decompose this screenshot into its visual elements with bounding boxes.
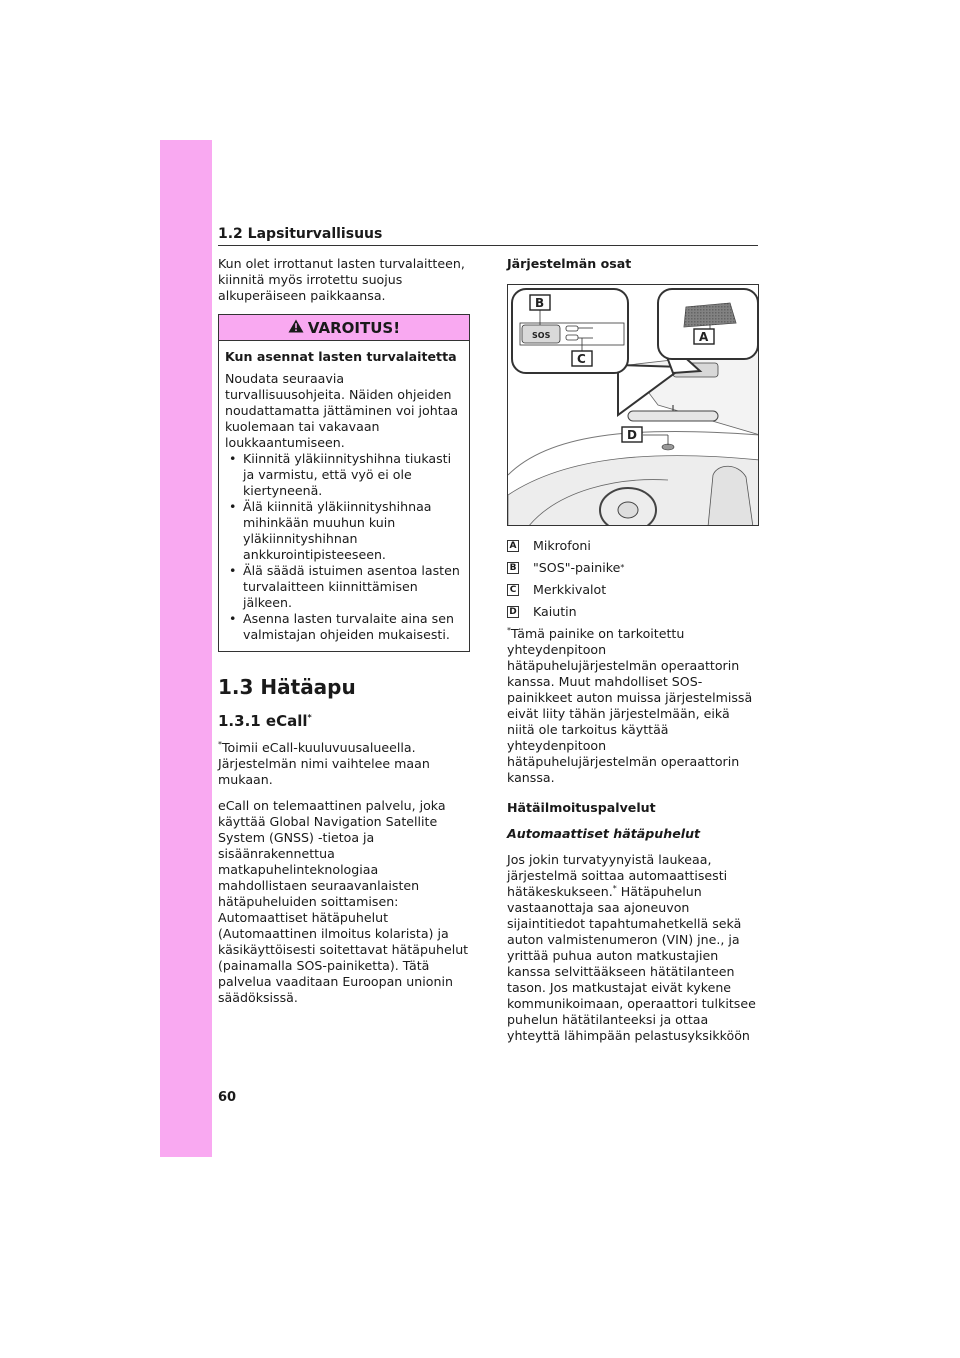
warning-text: Noudata seuraavia turvallisuusohjeita. Näiden ohjeiden noudattamatta jättäminen voi johtaa kuolemaan tai vakavaan loukkaantumiseen. xyxy=(225,371,459,450)
warning-bullet: • Älä säädä istuimen asentoa lasten turvalaitteen kiinnittämisen jälkeen. xyxy=(225,563,463,611)
car-interior-illustration xyxy=(508,285,759,526)
legend-item xyxy=(507,582,759,598)
subsection-title xyxy=(218,710,470,732)
section-header: 1.2 Lapsiturvallisuus xyxy=(218,224,758,246)
legend-item: B "SOS"-painike * xyxy=(507,560,759,576)
legend-text: Merkkivalot xyxy=(533,582,607,597)
auto-calls-text-2: Hätäpuhelun vastaanottaja saa ajoneuvon sijaintitiedot tapahtumahetkellä sekä auton valmistenumeron (VIN) jne., ja yrittää puhua auton matkustajien kanssa selvittääkseen hätätilanteen tason. Jos matkustajat eivät kykene kommunikoimaan, operaattori tulkitsee puhelun hätätilanteeksi ja ottaa yhteyttä lähimpään pelastusyksikköön xyxy=(507,884,756,1043)
warning-title: VAROITUS! xyxy=(307,318,401,337)
footnote-marker: * xyxy=(612,883,617,893)
page-number: 60 xyxy=(218,1090,237,1105)
warning-bullet: • Kiinnitä yläkiinnityshihna tiukasti ja varmistu, että vyö ei ole kiertyneenä. xyxy=(225,451,463,499)
auto-calls-text-1: Jos jokin turvatyynyistä laukeaa, järjestelmä soittaa automaattisesti hätäkeskukseen. xyxy=(507,852,728,899)
ecall-description: eCall on telemaattinen palvelu, joka käyttää Global Navigation Satellite System (GNSS) -tietoa ja sisäänrakennettua matkapuhelinteknologiaa mahdollistaen seuraavanlaisten hätäpuheluiden soittamisen: Automaattiset hätäpuhelut (Automaattinen ilmoitus kolarista) ja käsikäyttöisesti soitettavat hätäpuhelut (painamalla SOS-painiketta). Tätä palvelua vaaditaan Euroopan unionin säädöksissä. xyxy=(218,798,469,1005)
figure-label-b: B xyxy=(535,296,545,310)
warning-heading: Kun asennat lasten turvalaitetta xyxy=(225,349,457,364)
left-column xyxy=(218,256,470,1016)
legend-key: A xyxy=(507,540,519,552)
availability-note-text: Toimii eCall-kuuluvuusalueella. Järjestelmän nimi vaihtelee maan mukaan. xyxy=(218,740,430,787)
warning-bullet-list xyxy=(225,451,463,643)
warning-body xyxy=(219,341,469,651)
warning-bullet: • Älä kiinnitä yläkiinnityshihnaa mihinkään muuhun kuin yläkiinnityshihnan ankkurointipisteeseen. xyxy=(225,499,463,563)
subsection-title-text: 1.3.1 eCall xyxy=(218,712,308,730)
right-column xyxy=(507,256,759,1054)
parts-title: Järjestelmän osat xyxy=(507,256,632,271)
chapter-side-tab xyxy=(160,140,212,1157)
footnote-marker: * xyxy=(307,713,312,722)
legend-item xyxy=(507,538,759,554)
figure-label-a: A xyxy=(699,330,709,344)
parts-legend xyxy=(507,538,759,620)
footnote-marker: * xyxy=(507,625,511,635)
warning-triangle-icon xyxy=(288,319,304,336)
legend-text: Mikrofoni xyxy=(533,538,591,553)
legend-item xyxy=(507,604,759,620)
sos-footnote xyxy=(507,626,759,786)
legend-text: "SOS"-painike xyxy=(533,560,621,575)
legend-key: D xyxy=(507,606,519,618)
auto-calls-text xyxy=(507,852,759,1044)
auto-calls-title: Automaattiset hätäpuhelut xyxy=(507,826,701,841)
section-title: 1.3 Hätäapu xyxy=(218,675,356,699)
availability-note xyxy=(218,740,470,788)
services-title: Hätäilmoituspalvelut xyxy=(507,800,656,815)
sos-footnote-text: Tämä painike on tarkoitettu yhteydenpitoon hätäpuhelujärjestelmän operaattorin kanssa. Muut mahdolliset SOS-painikkeet auton muissa järjestelmissä eivät liity tähän järjestelmään, eikä niitä ole tarkoitus käyttää yhteydenpitoon hätäpuhelujärjestelmän operaattorin kanssa. xyxy=(507,626,753,785)
warning-box xyxy=(218,314,470,652)
legend-key: B xyxy=(507,562,519,574)
figure-label-c: C xyxy=(577,352,586,366)
sos-button-label: SOS xyxy=(532,331,551,340)
warning-title-bar xyxy=(219,315,469,341)
footnote-marker: * xyxy=(218,739,222,749)
legend-text: Kaiutin xyxy=(533,604,577,619)
legend-key: C xyxy=(507,584,519,596)
warning-bullet: • Asenna lasten turvalaite aina sen valmistajan ohjeiden mukaisesti. xyxy=(225,611,463,643)
figure-label-d: D xyxy=(627,428,637,442)
intro-paragraph: Kun olet irrottanut lasten turvalaitteen, kiinnitä myös irrotettu suojus alkuperäiseen paikkaansa. xyxy=(218,256,465,303)
system-parts-figure xyxy=(507,284,759,526)
